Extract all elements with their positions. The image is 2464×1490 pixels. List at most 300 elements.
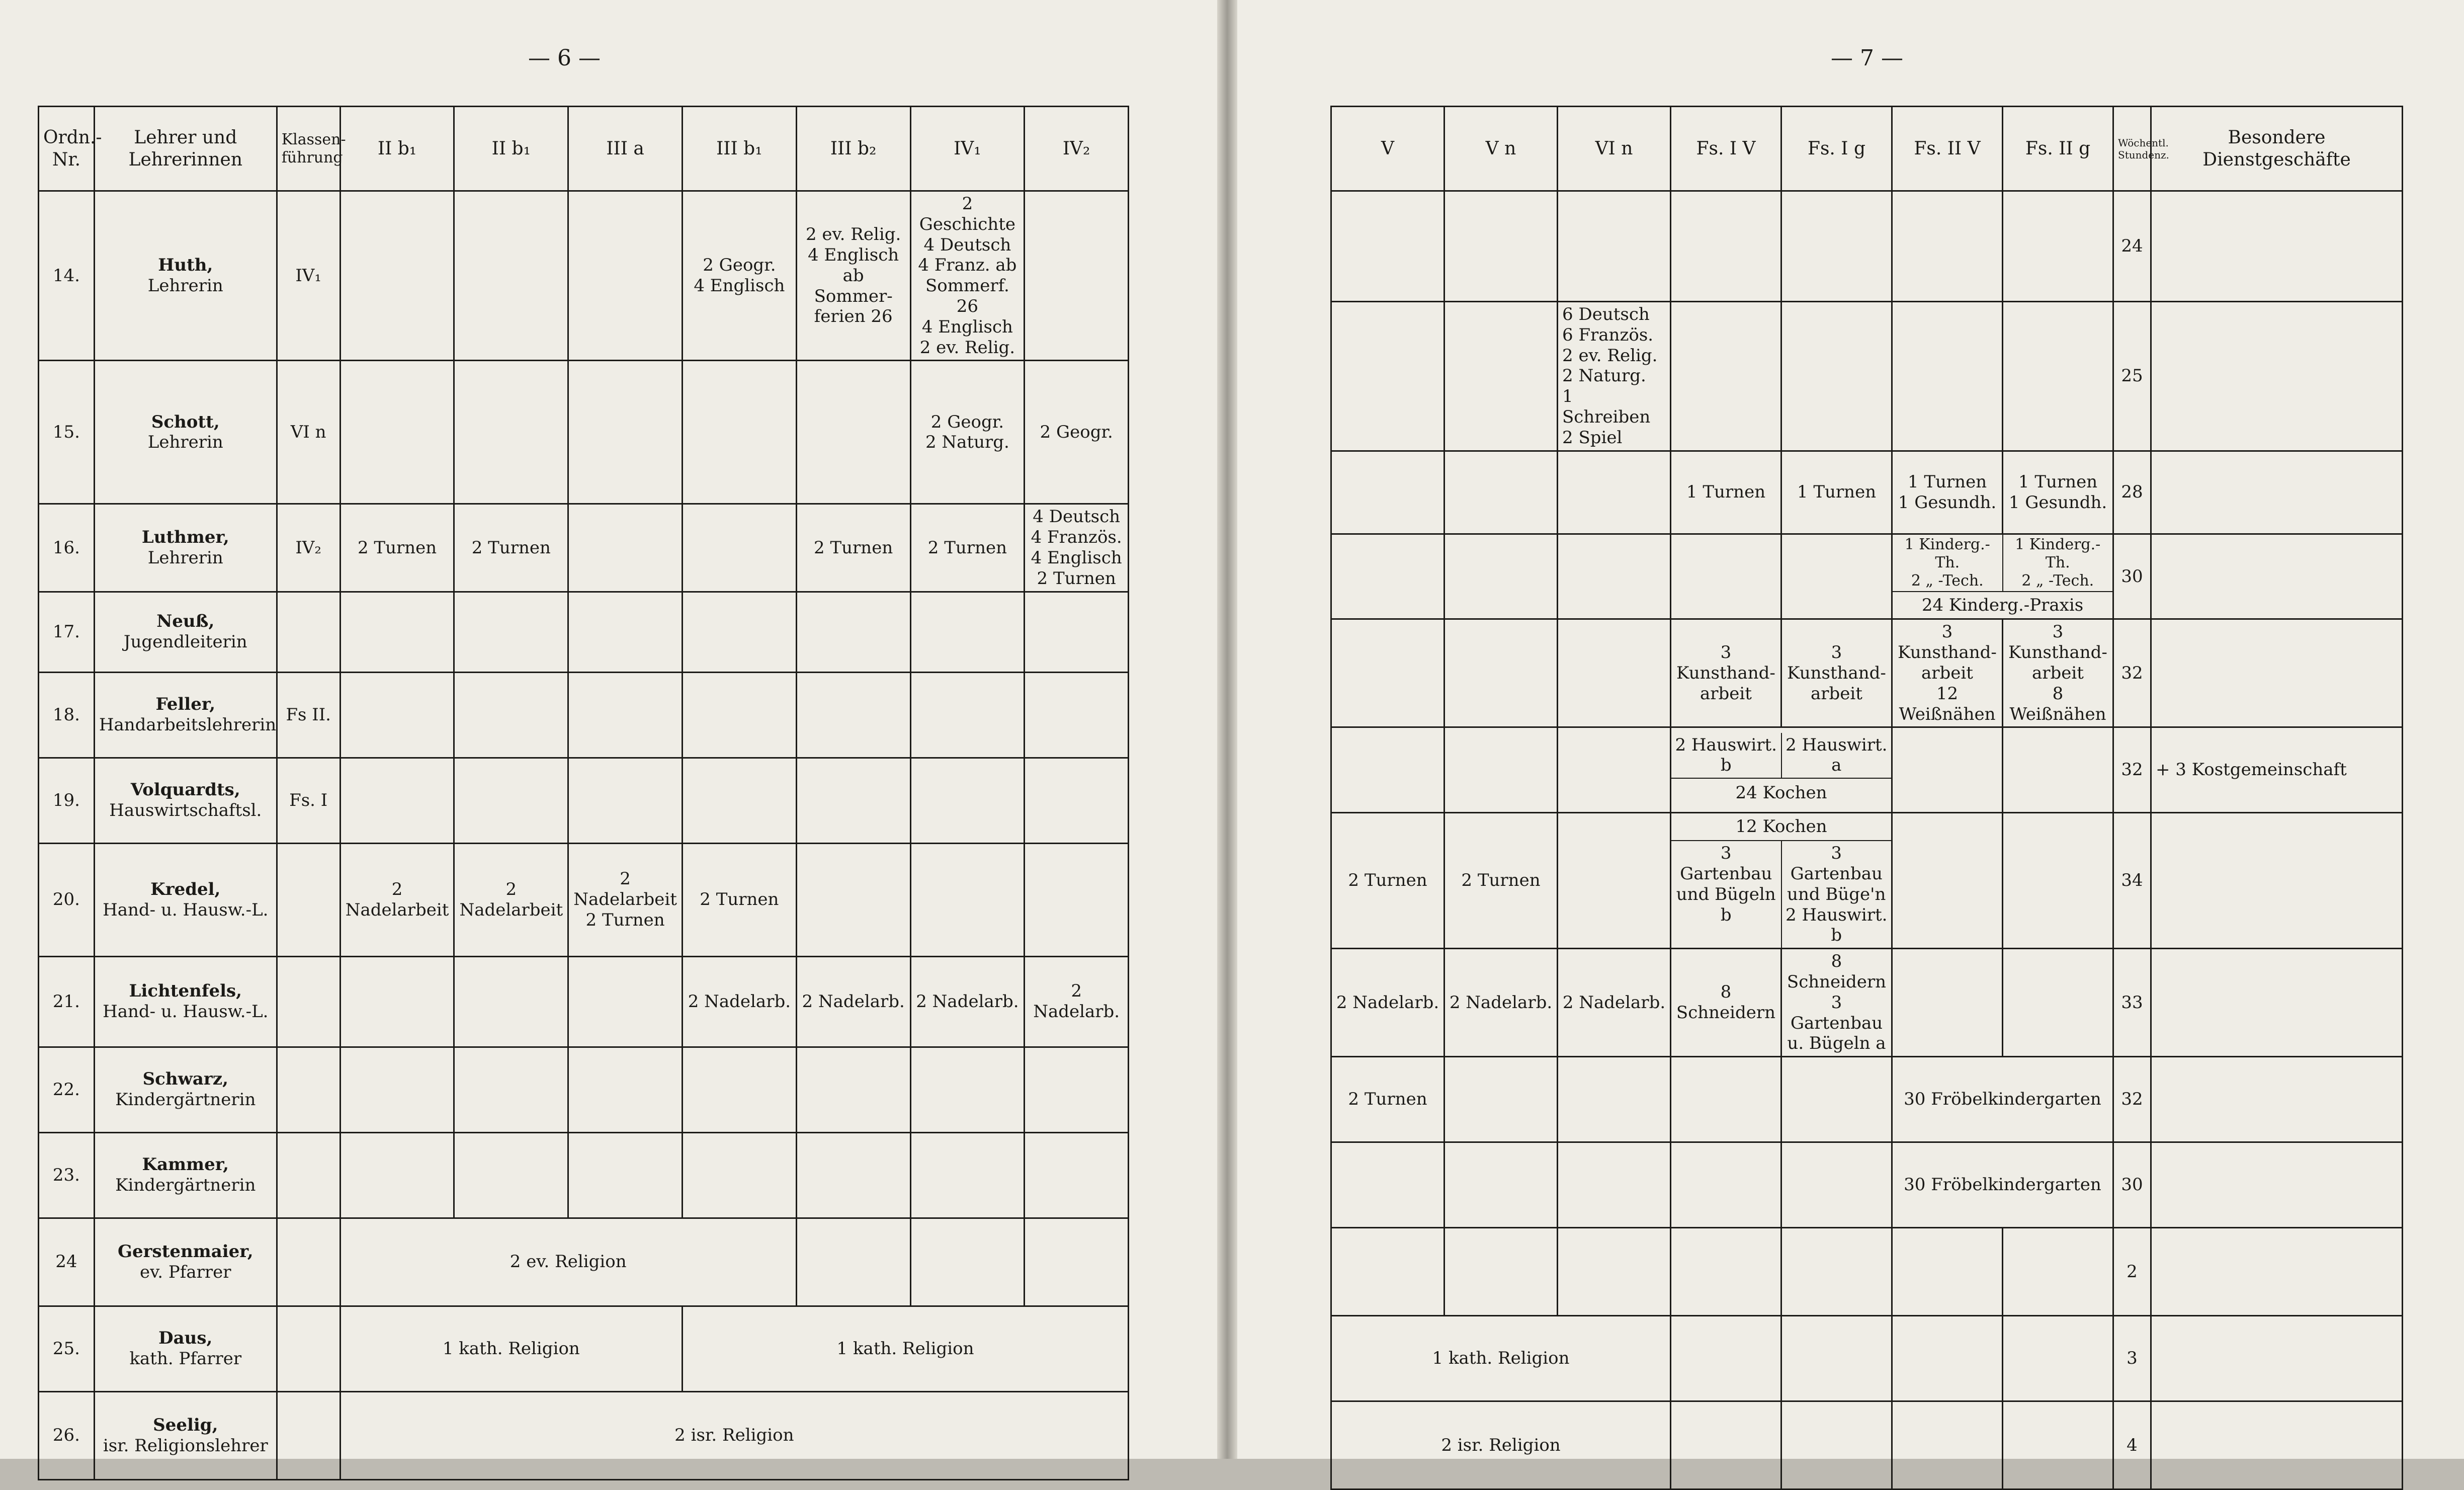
header-class-fs2v: Fs. II V — [1892, 107, 2003, 191]
table-row — [1331, 451, 2403, 534]
lesson-cell — [682, 1047, 796, 1132]
lesson-cell — [568, 191, 683, 361]
lesson-cell — [1025, 191, 1129, 361]
class-lead — [277, 1218, 340, 1306]
weekly-hours: 4 — [2113, 1401, 2151, 1489]
lesson-span: 24 Kochen — [1735, 783, 1827, 803]
teacher-name: Gerstenmaier, — [117, 1241, 253, 1262]
teacher-cell — [94, 592, 277, 672]
lesson-span: 30 Fröbelkindergarten — [1892, 1142, 2113, 1228]
lesson-cell: 2 Nadelarb. — [796, 956, 910, 1047]
lesson-cell — [454, 956, 568, 1047]
lesson-cell: 1 Turnen — [1671, 451, 1781, 534]
teacher-role: Lehrerin — [147, 276, 223, 296]
right-page — [1237, 0, 2464, 1459]
lesson-cell — [1671, 1142, 1781, 1228]
header-row — [39, 107, 1129, 191]
lesson-span: 2 ev. Religion — [340, 1218, 796, 1306]
table-row — [39, 956, 1129, 1047]
teacher-cell — [94, 672, 277, 758]
lesson-cell — [682, 758, 796, 843]
teacher-name: Huth, — [158, 255, 213, 276]
header-class-fs1v: Fs. I V — [1671, 107, 1781, 191]
ord-number: 16. — [39, 504, 95, 592]
lesson-cell: 4 Deutsch 4 Französ. 4 Englisch 2 Turnen — [1025, 504, 1129, 592]
lesson-cell — [1892, 191, 2003, 302]
lesson-cell — [796, 361, 910, 504]
lesson-cell — [1671, 302, 1781, 451]
lesson-cell — [682, 504, 796, 592]
lesson-span: 1 kath. Religion — [340, 1306, 682, 1391]
lesson-cell — [568, 758, 683, 843]
lesson-cell: 2 Turnen — [682, 843, 796, 956]
header-klasse: Klassen- führung — [277, 107, 340, 191]
ord-number: 26. — [39, 1391, 95, 1479]
table-row — [1331, 949, 2403, 1057]
weekly-hours: 32 — [2113, 1057, 2151, 1142]
header-class-3: III a — [568, 107, 683, 191]
teacher-name: Daus, — [158, 1328, 213, 1349]
lesson-cell — [340, 672, 454, 758]
teacher-name: Kammer, — [142, 1154, 229, 1175]
teacher-role: Handarbeitslehrerin — [99, 715, 277, 735]
lesson-cell — [1781, 1228, 1892, 1316]
header-class-vn: V n — [1445, 107, 1558, 191]
lesson-cell — [1445, 302, 1558, 451]
teacher-cell — [94, 361, 277, 504]
lesson-cell — [910, 1047, 1025, 1132]
lesson-cell — [568, 672, 683, 758]
lesson-cell — [340, 592, 454, 672]
header-class-7: IV₂ — [1025, 107, 1129, 191]
teacher-role: Kindergärtnerin — [115, 1090, 256, 1110]
lesson-cell — [1781, 534, 1892, 619]
weekly-hours: 34 — [2113, 813, 2151, 949]
lesson-span-cell — [1671, 813, 1892, 949]
lesson-cell — [2003, 302, 2113, 451]
ord-number: 22. — [39, 1047, 95, 1132]
table-row — [1331, 1057, 2403, 1142]
ord-number: 17. — [39, 592, 95, 672]
table-row — [1331, 1142, 2403, 1228]
lesson-cell — [1025, 672, 1129, 758]
duties-cell — [2151, 1228, 2403, 1316]
teacher-cell — [94, 504, 277, 592]
lesson-cell — [1781, 1401, 1892, 1489]
lesson-cell — [1671, 1228, 1781, 1316]
lesson-cell: 2 Turnen — [1331, 813, 1445, 949]
lesson-cell — [1781, 302, 1892, 451]
class-lead — [277, 1132, 340, 1218]
table-row — [1331, 813, 2403, 949]
teacher-role: ev. Pfarrer — [140, 1262, 231, 1282]
schedule-table-right — [1330, 106, 2403, 1490]
lesson-span: 1 kath. Religion — [682, 1306, 1128, 1391]
ord-number: 23. — [39, 1132, 95, 1218]
table-row — [1331, 1316, 2403, 1401]
lesson-cell — [1331, 1228, 1445, 1316]
duties-cell — [2151, 813, 2403, 949]
lesson-cell — [1781, 1142, 1892, 1228]
lesson-cell — [682, 361, 796, 504]
teacher-role: Jugendleiterin — [123, 632, 247, 652]
lesson-cell — [1558, 813, 1671, 949]
header-class-5: III b₂ — [796, 107, 910, 191]
teacher-role: Hand- u. Hausw.-L. — [103, 1002, 269, 1022]
teacher-role: Hand- u. Hausw.-L. — [103, 899, 269, 920]
schedule-table-left — [38, 106, 1129, 1480]
duties-cell — [2151, 949, 2403, 1057]
lesson-cell: 2 Geschichte 4 Deutsch 4 Franz. ab Sommerf. 26 4 Englisch 2 ev. Relig. — [910, 191, 1025, 361]
lesson-cell — [1892, 1228, 2003, 1316]
table-row — [39, 1306, 1129, 1391]
lesson-cell — [340, 758, 454, 843]
teacher-name: Lichtenfels, — [129, 981, 242, 1002]
lesson-cell — [910, 758, 1025, 843]
lesson-cell: 2 Turnen — [910, 504, 1025, 592]
lesson-cell: 1 Kinderg.-Th. 2 „ -Tech. — [2015, 535, 2101, 590]
duties-cell — [2151, 1316, 2403, 1401]
lesson-cell: 8 Schneidern — [1671, 949, 1781, 1057]
lesson-cell — [1558, 1057, 1671, 1142]
ord-number: 19. — [39, 758, 95, 843]
lesson-span: 1 kath. Religion — [1331, 1316, 1671, 1401]
lesson-cell — [1781, 1057, 1892, 1142]
duties-cell — [2151, 191, 2403, 302]
lesson-cell — [340, 361, 454, 504]
header-class-fs2g: Fs. II g — [2003, 107, 2113, 191]
teacher-name: Luthmer, — [141, 527, 229, 548]
lesson-cell — [1445, 727, 1558, 813]
lesson-cell: 2 Geogr. 4 Englisch — [682, 191, 796, 361]
lesson-cell: 3 Gartenbau und Büge'n 2 Hauswirt. b — [1786, 843, 1888, 946]
table-row — [39, 843, 1129, 956]
lesson-cell — [1445, 191, 1558, 302]
lesson-cell — [1558, 1142, 1671, 1228]
lesson-cell — [2003, 949, 2113, 1057]
lesson-cell: 2 Hauswirt. a — [1786, 734, 1888, 776]
table-row — [1331, 302, 2403, 451]
lesson-cell — [454, 191, 568, 361]
table-row — [39, 361, 1129, 504]
lesson-cell: 6 Deutsch 6 Französ. 2 ev. Relig. 2 Naturg. 1 Schreiben 2 Spiel — [1558, 302, 1671, 451]
table-row — [39, 1047, 1129, 1132]
duties-cell — [2151, 534, 2403, 619]
teacher-name: Seelig, — [153, 1415, 218, 1435]
lesson-cell: 2 ev. Relig. 4 Englisch ab Sommer- ferien 26 — [796, 191, 910, 361]
lesson-span: 2 isr. Religion — [340, 1391, 1128, 1479]
table-row — [1331, 1401, 2403, 1489]
lesson-cell — [1331, 302, 1445, 451]
lesson-cell — [1331, 727, 1445, 813]
lesson-cell — [454, 672, 568, 758]
weekly-hours: 33 — [2113, 949, 2151, 1057]
page-number-left: — 6 — — [528, 45, 601, 71]
lesson-cell — [340, 956, 454, 1047]
lesson-cell: 2 Nadelarb. — [1558, 949, 1671, 1057]
lesson-cell: 1 Turnen 1 Gesundh. — [2003, 451, 2113, 534]
duties-cell — [2151, 451, 2403, 534]
class-lead: Fs. I — [277, 758, 340, 843]
book-gutter — [1217, 0, 1237, 1459]
lesson-cell — [1445, 1142, 1558, 1228]
teacher-cell — [94, 956, 277, 1047]
lesson-cell — [1025, 592, 1129, 672]
teacher-name: Feller, — [155, 694, 216, 715]
lesson-cell — [1445, 451, 1558, 534]
lesson-cell: 2 Turnen — [1331, 1057, 1445, 1142]
lesson-cell — [1025, 1047, 1129, 1132]
teacher-name: Schott, — [151, 411, 220, 432]
teacher-role: Lehrerin — [147, 547, 223, 568]
lesson-cell: 2 Geogr. — [1025, 361, 1129, 504]
lesson-cell — [1331, 1142, 1445, 1228]
teacher-role: Kindergärtnerin — [115, 1175, 256, 1196]
lesson-cell: 3 Kunsthand- arbeit — [1781, 619, 1892, 727]
lesson-cell — [1558, 619, 1671, 727]
lesson-cell — [1445, 619, 1558, 727]
teacher-name: Kredel, — [150, 879, 221, 899]
ord-number: 18. — [39, 672, 95, 758]
table-row — [39, 1218, 1129, 1306]
weekly-hours: 25 — [2113, 302, 2151, 451]
lesson-cell — [454, 1132, 568, 1218]
lesson-cell: 2 Hauswirt. b — [1671, 733, 1782, 778]
duties-cell: + 3 Kostgemeinschaft — [2151, 727, 2403, 813]
lesson-span: 24 Kinderg.-Praxis — [1921, 595, 2084, 615]
lesson-cell — [1025, 1132, 1129, 1218]
lesson-cell — [454, 1047, 568, 1132]
lesson-cell: 8 Schneidern 3 Gartenbau u. Bügeln a — [1781, 949, 1892, 1057]
header-class-4: III b₁ — [682, 107, 796, 191]
lesson-cell — [1558, 191, 1671, 302]
ord-number: 15. — [39, 361, 95, 504]
lesson-cell — [1892, 302, 2003, 451]
lesson-cell — [910, 1132, 1025, 1218]
lesson-cell — [1892, 949, 2003, 1057]
lesson-cell: 1 Turnen — [1781, 451, 1892, 534]
teacher-role: Lehrerin — [147, 432, 223, 453]
lesson-span: 2 isr. Religion — [1331, 1401, 1671, 1489]
ord-number: 21. — [39, 956, 95, 1047]
lesson-cell — [568, 504, 683, 592]
lesson-cell: 3 Gartenbau und Bügeln b — [1671, 841, 1782, 948]
class-lead — [277, 843, 340, 956]
weekly-hours: 24 — [2113, 191, 2151, 302]
teacher-name: Neuß, — [156, 611, 215, 632]
duties-cell — [2151, 1057, 2403, 1142]
lesson-cell — [340, 1132, 454, 1218]
table-row — [39, 504, 1129, 592]
header-duties: Besondere Dienstgeschäfte — [2151, 107, 2403, 191]
table-row — [39, 191, 1129, 361]
class-lead — [277, 1306, 340, 1391]
lesson-span: 30 Fröbelkindergarten — [1892, 1057, 2113, 1142]
lesson-cell — [796, 1047, 910, 1132]
table-row — [39, 1132, 1129, 1218]
weekly-hours: 3 — [2113, 1316, 2151, 1401]
header-class-1: II b₁ — [340, 107, 454, 191]
header-class-6: IV₁ — [910, 107, 1025, 191]
lesson-cell — [340, 191, 454, 361]
class-lead — [277, 1047, 340, 1132]
lesson-span: 12 Kochen — [1671, 813, 1891, 841]
lesson-cell — [568, 361, 683, 504]
lesson-cell — [2003, 1316, 2113, 1401]
class-lead: IV₂ — [277, 504, 340, 592]
teacher-cell — [94, 758, 277, 843]
lesson-cell — [1445, 1057, 1558, 1142]
lesson-cell — [1331, 451, 1445, 534]
weekly-hours: 2 — [2113, 1228, 2151, 1316]
table-row — [1331, 191, 2403, 302]
lesson-cell — [1558, 534, 1671, 619]
lesson-cell — [910, 843, 1025, 956]
lesson-span-cell — [1671, 727, 1892, 813]
lesson-cell — [796, 672, 910, 758]
header-ord: Ordn.- Nr. — [39, 107, 95, 191]
lesson-cell — [1558, 1228, 1671, 1316]
lesson-cell — [568, 956, 683, 1047]
teacher-cell — [94, 1306, 277, 1391]
lesson-cell — [568, 592, 683, 672]
teacher-role: Hauswirtschaftsl. — [109, 800, 262, 821]
lesson-cell — [454, 758, 568, 843]
lesson-cell: 2 Turnen — [1445, 813, 1558, 949]
weekly-hours: 32 — [2113, 727, 2151, 813]
weekly-hours: 28 — [2113, 451, 2151, 534]
lesson-cell: 2 Nadelarb. — [910, 956, 1025, 1047]
lesson-cell — [1025, 843, 1129, 956]
header-class-2: II b₁ — [454, 107, 568, 191]
class-lead: VI n — [277, 361, 340, 504]
page-number-right: — 7 — — [1831, 45, 1903, 71]
table-row — [1331, 619, 2403, 727]
lesson-cell: 2 Turnen — [796, 504, 910, 592]
ord-number: 24 — [39, 1218, 95, 1306]
teacher-cell — [94, 1132, 277, 1218]
lesson-cell — [796, 1218, 910, 1306]
lesson-cell — [796, 592, 910, 672]
lesson-cell — [454, 592, 568, 672]
header-weekly-hours: Wöchentl. Stundenz. — [2113, 107, 2151, 191]
lesson-cell: 2 Nadelarb. — [1445, 949, 1558, 1057]
lesson-cell — [454, 361, 568, 504]
lesson-cell — [682, 672, 796, 758]
lesson-cell — [1892, 727, 2003, 813]
teacher-role: isr. Religionslehrer — [103, 1435, 268, 1456]
lesson-cell — [1445, 534, 1558, 619]
lesson-cell: 3 Kunsthand- arbeit — [1671, 619, 1781, 727]
duties-cell — [2151, 1401, 2403, 1489]
lesson-cell — [1558, 451, 1671, 534]
table-row — [1331, 1228, 2403, 1316]
table-row — [1331, 534, 2403, 619]
header-class-v: V — [1331, 107, 1445, 191]
lesson-cell — [910, 592, 1025, 672]
lesson-cell — [1558, 727, 1671, 813]
ord-number: 20. — [39, 843, 95, 956]
ord-number: 25. — [39, 1306, 95, 1391]
weekly-hours: 30 — [2113, 534, 2151, 619]
table-row — [1331, 727, 2403, 813]
teacher-name: Schwarz, — [142, 1069, 228, 1090]
weekly-hours: 30 — [2113, 1142, 2151, 1228]
lesson-cell — [796, 1132, 910, 1218]
lesson-cell — [1781, 1316, 1892, 1401]
duties-cell — [2151, 619, 2403, 727]
lesson-cell — [568, 1047, 683, 1132]
lesson-cell — [1445, 1228, 1558, 1316]
lesson-cell — [2003, 727, 2113, 813]
lesson-cell — [2003, 1401, 2113, 1489]
lesson-cell — [1331, 619, 1445, 727]
header-row — [1331, 107, 2403, 191]
teacher-cell — [94, 1218, 277, 1306]
lesson-cell: 3 Kunsthand- arbeit 12 Weißnähen — [1892, 619, 2003, 727]
teacher-cell — [94, 1391, 277, 1479]
lesson-cell — [1892, 813, 2003, 949]
lesson-cell — [2003, 191, 2113, 302]
lesson-cell: 2 Nadelarb. — [1025, 956, 1129, 1047]
lesson-cell: 2 Nadelarb. — [682, 956, 796, 1047]
table-row — [39, 758, 1129, 843]
lesson-cell — [1671, 191, 1781, 302]
header-class-vin: VI n — [1558, 107, 1671, 191]
lesson-cell — [910, 672, 1025, 758]
lesson-cell — [796, 758, 910, 843]
lesson-cell — [1671, 1401, 1781, 1489]
lesson-cell — [682, 1132, 796, 1218]
lesson-cell — [1671, 1057, 1781, 1142]
lesson-cell — [1892, 1316, 2003, 1401]
lesson-cell — [1025, 758, 1129, 843]
lesson-cell — [1671, 1316, 1781, 1401]
lesson-cell: 1 Turnen 1 Gesundh. — [1892, 451, 2003, 534]
lesson-cell — [568, 1132, 683, 1218]
lesson-cell — [1781, 191, 1892, 302]
lesson-cell: 1 Kinderg.-Th. 2 „ -Tech. — [1893, 535, 2003, 591]
lesson-cell: 2 Nadelarbeit 2 Turnen — [568, 843, 683, 956]
lesson-cell — [1671, 534, 1781, 619]
lesson-cell: 3 Kunsthand- arbeit 8 Weißnähen — [2003, 619, 2113, 727]
header-teacher: Lehrer und Lehrerinnen — [94, 107, 277, 191]
class-lead: IV₁ — [277, 191, 340, 361]
lesson-cell — [1331, 191, 1445, 302]
lesson-cell: 2 Nadelarb. — [1331, 949, 1445, 1057]
duties-cell — [2151, 1142, 2403, 1228]
ord-number: 14. — [39, 191, 95, 361]
teacher-role: kath. Pfarrer — [129, 1349, 242, 1369]
weekly-hours: 32 — [2113, 619, 2151, 727]
lesson-cell: 2 Turnen — [340, 504, 454, 592]
lesson-cell: 2 Nadelarbeit — [454, 843, 568, 956]
lesson-cell: 2 Turnen — [454, 504, 568, 592]
class-lead: Fs II. — [277, 672, 340, 758]
lesson-cell — [1331, 534, 1445, 619]
teacher-cell — [94, 1047, 277, 1132]
lesson-cell — [796, 843, 910, 956]
lesson-cell: 2 Nadelarbeit — [340, 843, 454, 956]
table-row — [39, 592, 1129, 672]
lesson-cell — [340, 1047, 454, 1132]
teacher-cell — [94, 191, 277, 361]
duties-cell — [2151, 302, 2403, 451]
teacher-cell — [94, 843, 277, 956]
header-class-fs1g: Fs. I g — [1781, 107, 1892, 191]
class-lead — [277, 592, 340, 672]
lesson-cell — [1025, 1218, 1129, 1306]
